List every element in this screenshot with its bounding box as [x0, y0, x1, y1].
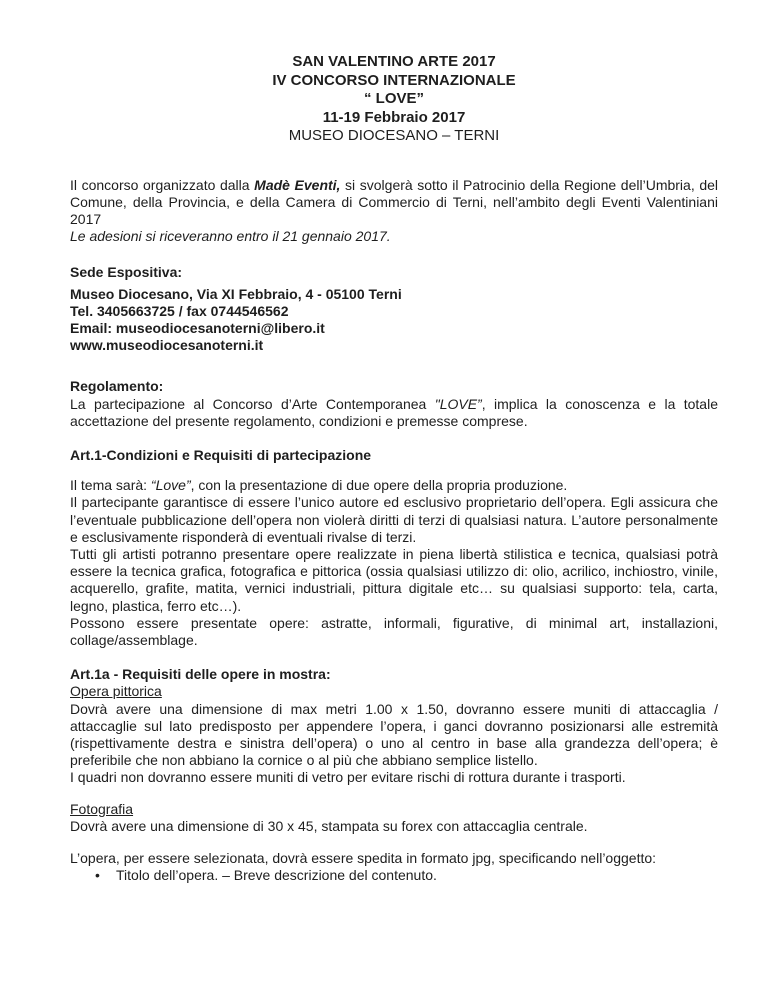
painting-subheading: Opera pittorica [70, 683, 162, 700]
intro-text-after-brand: si svolgerà sotto il Patrocinio della Regione dell’Umbria, del Comune, della Provincia, e della Camera di Commercio di Terni, nell’ambito degli Eventi Valentiniani 2017 [70, 176, 718, 227]
organizer-brand: Madè Eventi, [254, 176, 341, 193]
painting-paragraph: Dovrà avere una dimensione di max metri 1.00 x 1.50, dovranno essere muniti di attaccaglia / attaccaglie sul lato predisposto per appendere l’opera, i ganci dovranno posizionarsi alle estremità (rispettivamente destra e sinistra dell’opera) o uno al centro in base alla grandezza dell’opera; è preferibile che non abbiano la cornice o al più che abbiano semplice listello. [70, 700, 718, 769]
art1a-heading: Art.1a - Requisiti delle opere in mostra: [70, 666, 331, 683]
art1-theme-before: Il tema sarà: [70, 477, 151, 494]
bullet-item-row [70, 867, 718, 884]
regolamento-text-after: , implica la conoscenza e la totale accettazione del presente regolamento, condizioni e premesse comprese. [70, 395, 718, 429]
document-header [70, 53, 718, 146]
bullet-icon: • [95, 867, 100, 884]
venue-phone-fax: Tel. 3405663725 / fax 0744546562 [70, 302, 289, 319]
art1-genres-paragraph: Possono essere presentate opere: astratte, informali, figurative, di minimal art, installazioni, collage/assemblage. [70, 614, 718, 648]
header-title-line3: “ LOVE” [363, 90, 424, 107]
regolamento-section [70, 378, 718, 430]
art1-body [70, 477, 718, 649]
art1-theme-after: , con la presentazione di due opere della propria produzione. [190, 477, 568, 494]
intro-text-before-brand: Il concorso organizzato dalla [70, 176, 255, 193]
venue-website: www.museodiocesanoterni.it [70, 337, 264, 354]
art1-author-paragraph: Il partecipante garantisce di essere l’unico autore ed esclusivo proprietario dell’opera. Egli assicura che l’eventuale pubblicazione dell’opera non violerà diritti di terzi di qualsiasi natura. L’autore personalmente e esclusivamente risponderà di eventuali rivalse di terzi. [70, 494, 718, 545]
regolamento-paragraph [70, 396, 718, 430]
header-title-line1: SAN VALENTINO ARTE 2017 [292, 53, 496, 70]
regolamento-text-before: La partecipazione al Concorso d’Arte Contemporanea [70, 395, 435, 412]
art1-theme-paragraph [70, 477, 718, 494]
header-title-line4: 11-19 Febbraio 2017 [322, 108, 466, 126]
header-title-line2: IV CONCORSO INTERNAZIONALE [272, 71, 516, 89]
glass-note-paragraph: I quadri non dovranno essere muniti di vetro per evitare rischi di rottura durante i trasporti. [70, 769, 626, 786]
bullet-item-text: Titolo dell’opera. – Breve descrizione del contenuto. [116, 867, 437, 884]
header-venue-line: MUSEO DIOCESANO – TERNI [288, 127, 500, 144]
venue-address: Museo Diocesano, Via XI Febbraio, 4 - 05100 Terni [70, 285, 402, 302]
intro-paragraph [70, 177, 718, 229]
venue-block [70, 286, 718, 355]
regolamento-heading: Regolamento: [70, 378, 164, 395]
deadline-note: Le adesioni si riceveranno entro il 21 gennaio 2017. [70, 228, 391, 245]
photo-block [70, 801, 718, 835]
art1-theme-term: “Love” [150, 477, 191, 494]
art1-techniques-paragraph: Tutti gli artisti potranno presentare opere realizzate in piena libertà stilistica e tecnica, qualsiasi potrà essere la tecnica grafica, fotografica e pittorica (ossia qualsiasi utilizzo di: olio, acrilico, inchiostro, vinile, acquerello, grafite, matita, vernici industriali, pittura digitale etc… su qualsiasi supporto: tela, carta, legno, plastica, ferro etc…). [70, 545, 718, 614]
photo-subheading: Fotografia [70, 800, 134, 817]
regolamento-love-term: "LOVE” [434, 395, 482, 412]
venue-email: Email: museodiocesanoterni@libero.it [70, 319, 325, 336]
venue-heading: Sede Espositiva: [70, 264, 183, 281]
photo-paragraph: Dovrà avere una dimensione di 30 x 45, stampata su forex con attaccaglia centrale. [70, 817, 588, 834]
submission-paragraph: L’opera, per essere selezionata, dovrà essere spedita in formato jpg, specificando nell’oggetto: [70, 850, 657, 866]
art1-heading: Art.1-Condizioni e Requisiti di partecipazione [70, 446, 372, 463]
